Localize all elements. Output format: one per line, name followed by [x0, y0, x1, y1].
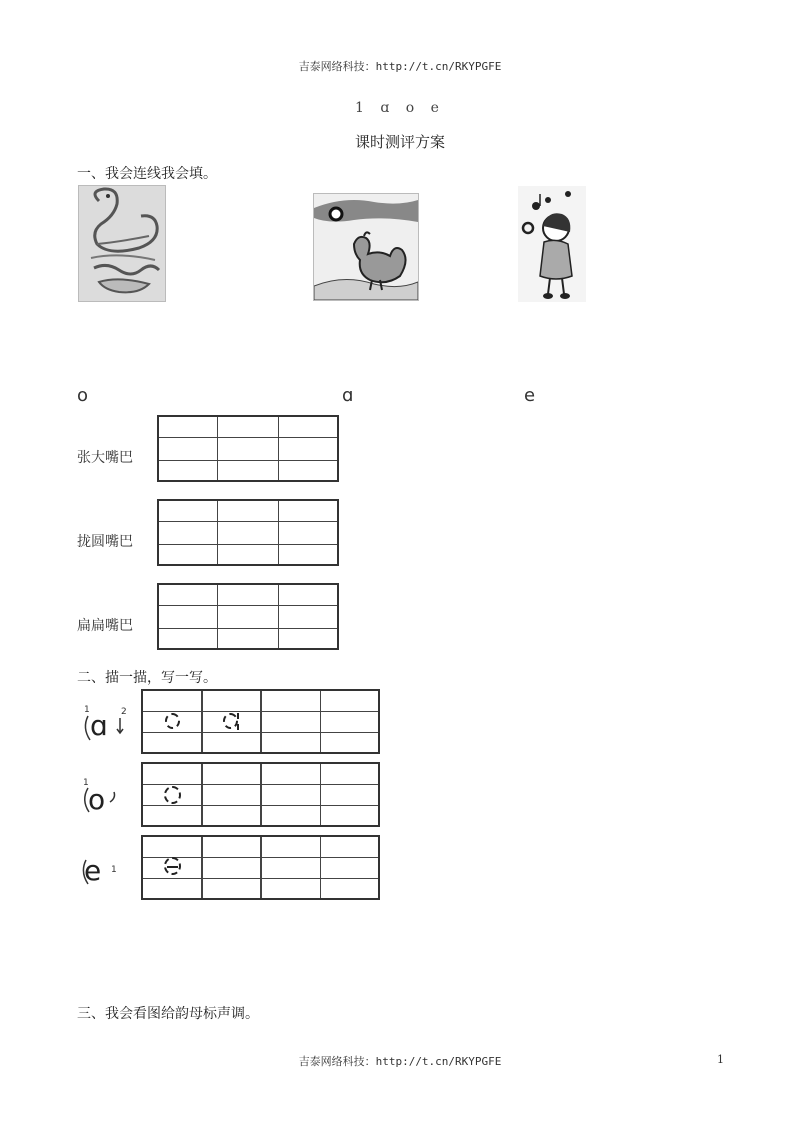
- singing-girl-picture: [518, 186, 586, 302]
- page-header: 吉泰网络科技：http://t.cn/RKYPGFE: [298, 60, 502, 73]
- vowel-e: e: [524, 385, 536, 406]
- stroke-order-e-icon: [80, 848, 132, 892]
- section-1-title: 一、我会连线我会填。: [77, 166, 217, 182]
- writing-grid-open[interactable]: [157, 415, 339, 482]
- letter-e-glyph: e: [84, 854, 102, 887]
- writing-grid-flat[interactable]: [157, 583, 339, 650]
- mouth-label-flat: 扁扁嘴巴: [77, 618, 133, 634]
- letter-o-glyph: o: [88, 783, 106, 816]
- girl-illustration: [518, 186, 586, 302]
- lesson-title: 1 ɑ o e: [355, 100, 445, 116]
- rooster-illustration: [314, 194, 418, 300]
- svg-text:2: 2: [121, 707, 127, 717]
- trace-o-1[interactable]: [164, 786, 181, 804]
- page-footer: 吉泰网络科技：http://t.cn/RKYPGFE: [298, 1055, 502, 1068]
- section-2-title: 二、描一描，写一写。: [77, 670, 217, 686]
- stroke-order-a-icon: [80, 702, 132, 746]
- goose-picture: [78, 185, 166, 302]
- svg-text:1: 1: [84, 705, 90, 715]
- svg-text:1: 1: [111, 865, 117, 875]
- page-number: 1: [717, 1053, 724, 1066]
- section-3-title: 三、我会看图给韵母标声调。: [77, 1006, 259, 1022]
- stroke-order-o-icon: [80, 776, 132, 820]
- vowel-o: o: [77, 385, 89, 406]
- letter-e-stroke-order: [80, 848, 132, 892]
- tracing-grid-o[interactable]: [141, 762, 380, 827]
- rooster-picture: [313, 193, 419, 301]
- letter-o-stroke-order: [80, 776, 132, 820]
- writing-grid-round[interactable]: [157, 499, 339, 566]
- tracing-grid-e[interactable]: [141, 835, 380, 900]
- mouth-label-open: 张大嘴巴: [77, 450, 133, 466]
- svg-text:1: 1: [83, 778, 89, 788]
- page-subtitle: 课时测评方案: [354, 133, 445, 151]
- mouth-label-round: 拢圆嘴巴: [77, 534, 133, 550]
- trace-a-2[interactable]: [223, 713, 238, 729]
- tracing-grid-a[interactable]: [141, 689, 380, 754]
- letter-a-glyph: ɑ: [90, 709, 108, 742]
- trace-a-1[interactable]: [165, 713, 180, 729]
- vowel-a: ɑ: [342, 385, 354, 406]
- letter-a-stroke-order: [80, 702, 132, 746]
- goose-illustration: [79, 186, 165, 301]
